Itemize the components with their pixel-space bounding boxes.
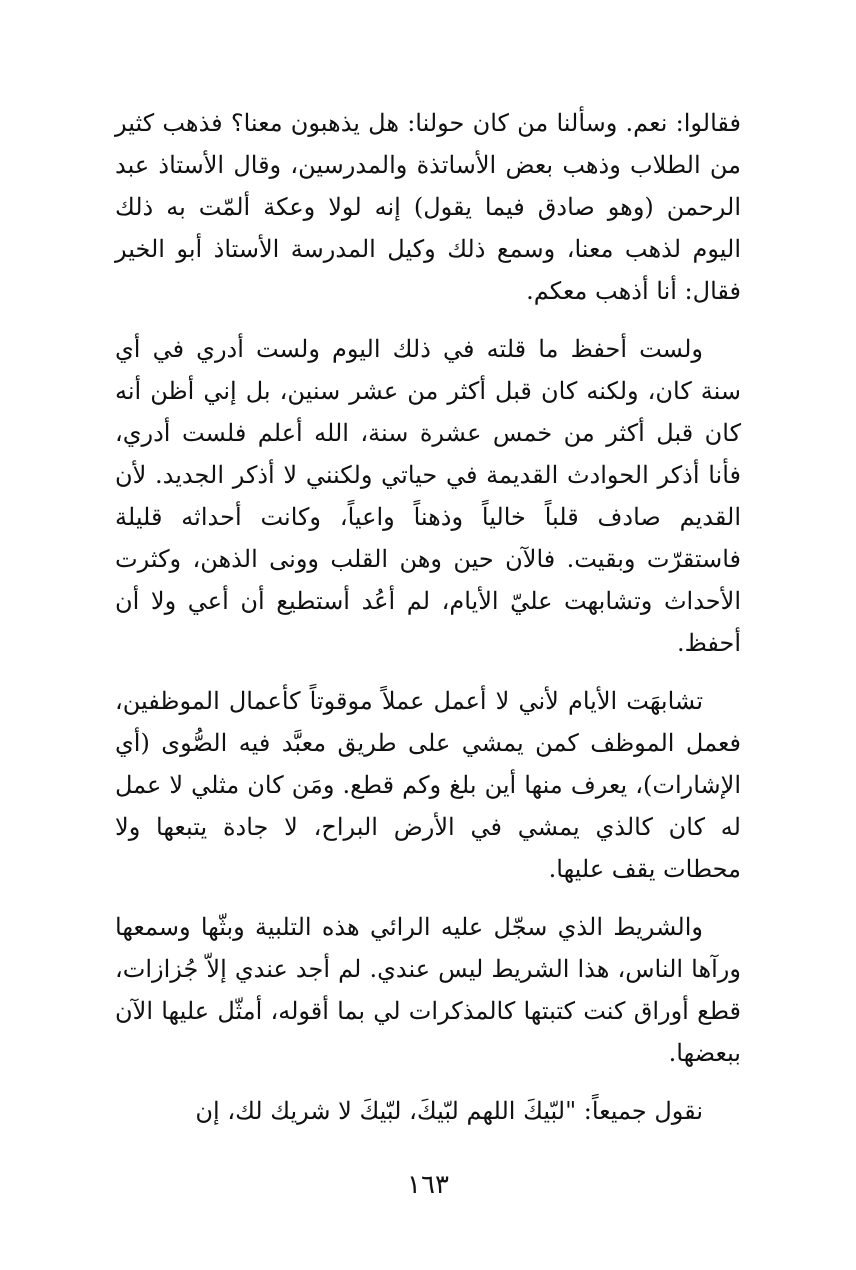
paragraph-1: فقالوا: نعم. وسألنا من كان حولنا: هل يذهبون معنا؟ فذهب كثير من الطلاب وذهب بعض الأساتذة والمدرسين، وقال الأستاذ عبد الرحمن (وهو صادق فيما يقول) إنه لولا وعكة ألمّت به ذلك اليوم لذهب معنا، وسمع ذلك وكيل المدرسة الأستاذ أبو الخير فقال: أنا أذهب معكم. bbox=[115, 109, 741, 305]
paragraph-5: نقول جميعاً: "لبّيكَ اللهم لبّيكَ، لبّيكَ لا شريك لك، إن bbox=[195, 1097, 703, 1125]
paragraph-4: والشريط الذي سجّل عليه الرائي هذه التلبية وبثّها وسمعها ورآها الناس، هذا الشريط ليس عندي. لم أجد عندي إلاّ جُزازات، قطع أوراق كنت كتبتها كالمذكرات لي بما أقوله، أمثّل عليها الآن ببعضها. bbox=[115, 913, 741, 1067]
page-number: ١٦٣ bbox=[407, 1170, 449, 1200]
paragraph-3: تشابهَت الأيام لأني لا أعمل عملاً موقوتاً كأعمال الموظفين، فعمل الموظف كمن يمشي على طريق معبَّد فيه الصُّوى (أي الإشارات)، يعرف منها أين بلغ وكم قطع. ومَن كان مثلي لا عمل له كان كالذي يمشي في الأرض البراح، لا جادة يتبعها ولا محطات يقف عليها. bbox=[115, 687, 741, 883]
paragraph-2: ولست أحفظ ما قلته في ذلك اليوم ولست أدري في أي سنة كان، ولكنه كان قبل أكثر من عشر سنين، بل إني أظن أنه كان قبل أكثر من خمس عشرة سنة، الله أعلم فلست أدري، فأنا أذكر الحوادث القديمة في حياتي ولكنني لا أذكر الجديد. لأن القديم صادف قلباً خالياً وذهناً واعياً، وكانت أحداثه قليلة فاستقرّت وبقيت. فالآن حين وهن القلب وونى الذهن، وكثرت الأحداث وتشابهت عليّ الأيام، لم أعُد أستطيع أن أعي ولا أن أحفظ. bbox=[115, 335, 741, 657]
body-text bbox=[115, 102, 741, 1132]
